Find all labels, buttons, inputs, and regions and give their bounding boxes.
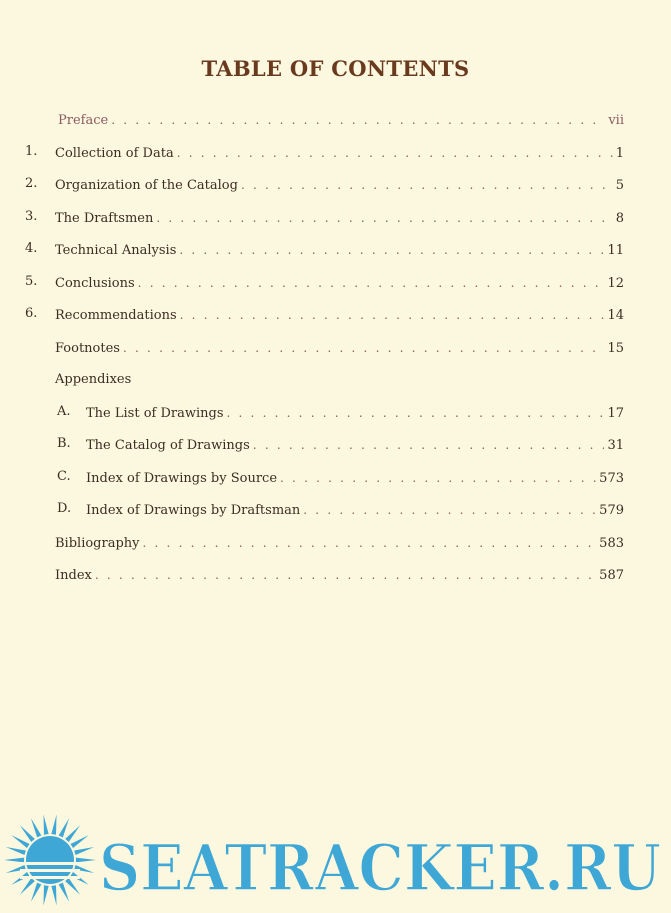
dot-leader bbox=[179, 241, 604, 259]
sun-ray bbox=[74, 847, 94, 855]
toc-entry-label: Technical Analysis bbox=[55, 243, 177, 258]
dot-leader bbox=[280, 469, 596, 487]
appendixes-heading: Appendixes bbox=[55, 372, 132, 387]
toc-entry-page: 8 bbox=[615, 211, 624, 226]
dot-leader bbox=[95, 566, 596, 584]
toc-entry-number: 3. bbox=[25, 209, 38, 224]
sun-ray bbox=[59, 883, 69, 902]
toc-entry-number: 1. bbox=[25, 144, 38, 159]
toc-entry-conclusions[interactable] bbox=[55, 274, 624, 292]
toc-entry-label: Preface bbox=[58, 113, 109, 128]
toc-entry-label: Index of Drawings by Source bbox=[86, 471, 278, 486]
sun-ray bbox=[76, 858, 96, 863]
sun-ray bbox=[51, 885, 56, 905]
toc-entry-organization-of-catalog[interactable] bbox=[55, 176, 624, 194]
toc-entry-label: Index bbox=[55, 568, 92, 583]
dot-leader bbox=[180, 306, 605, 324]
toc-entry-page: 12 bbox=[607, 276, 624, 291]
sun-ray bbox=[71, 835, 89, 848]
toc-entry-label: Collection of Data bbox=[55, 146, 174, 161]
toc-entry-label: The Draftsmen bbox=[55, 211, 154, 226]
dot-leader bbox=[253, 436, 605, 454]
toc-entry-page: 5 bbox=[615, 178, 624, 193]
toc-entry-bibliography[interactable] bbox=[55, 534, 624, 552]
toc-entry-draftsmen[interactable] bbox=[55, 209, 624, 227]
dot-leader bbox=[123, 339, 604, 357]
toc-entry-page: 31 bbox=[607, 438, 624, 453]
toc-entry-label: The Catalog of Drawings bbox=[86, 438, 250, 453]
dot-leader bbox=[227, 404, 605, 422]
toc-entry-index[interactable] bbox=[55, 566, 624, 584]
toc-entry-number: 5. bbox=[25, 274, 38, 289]
sun-ray bbox=[51, 814, 56, 834]
watermark-logo bbox=[0, 800, 671, 913]
toc-entry-appendix-a[interactable] bbox=[86, 404, 624, 422]
toc-entry-number: 2. bbox=[25, 176, 38, 191]
toc-entry-page: 583 bbox=[599, 536, 624, 551]
sun-ray bbox=[43, 885, 48, 905]
toc-entry-preface[interactable] bbox=[58, 111, 624, 129]
toc-entry-page: 14 bbox=[607, 308, 624, 323]
toc-entry-footnotes[interactable] bbox=[55, 339, 624, 357]
sun-ray bbox=[11, 835, 29, 848]
dot-leader bbox=[138, 274, 605, 292]
sun-ray bbox=[59, 818, 69, 837]
dot-leader bbox=[156, 209, 612, 227]
dot-leader bbox=[143, 534, 597, 552]
toc-entry-appendix-b[interactable] bbox=[86, 436, 624, 454]
toc-entry-label: Recommendations bbox=[55, 308, 177, 323]
sun-ray bbox=[65, 825, 80, 842]
toc-entry-label: Bibliography bbox=[55, 536, 140, 551]
appendix-letter: B. bbox=[57, 436, 71, 451]
toc-entry-label: Conclusions bbox=[55, 276, 135, 291]
toc-entry-appendix-d[interactable] bbox=[86, 501, 624, 519]
toc-entry-page: 17 bbox=[607, 406, 624, 421]
toc-entry-page: vii bbox=[608, 113, 624, 128]
page-title: TABLE OF CONTENTS bbox=[201, 56, 470, 81]
sun-ray bbox=[65, 878, 80, 895]
sun-ray bbox=[6, 847, 26, 855]
sun-ray bbox=[20, 878, 35, 895]
toc-entry-label: Footnotes bbox=[55, 341, 120, 356]
toc-entry-number: 6. bbox=[25, 306, 38, 321]
toc-entry-page: 587 bbox=[599, 568, 624, 583]
toc-entry-number: 4. bbox=[25, 241, 38, 256]
appendix-letter: A. bbox=[57, 404, 71, 419]
sun-ray bbox=[31, 883, 41, 902]
toc-entry-label: Index of Drawings by Draftsman bbox=[86, 503, 301, 518]
toc-entry-page: 573 bbox=[599, 471, 624, 486]
toc-entry-page: 1 bbox=[615, 146, 624, 161]
toc-entry-page: 15 bbox=[607, 341, 624, 356]
sun-ray bbox=[31, 818, 41, 837]
sunburst-icon bbox=[4, 814, 96, 905]
toc-entry-collection-of-data[interactable] bbox=[55, 144, 624, 162]
toc-entry-appendix-c[interactable] bbox=[86, 469, 624, 487]
sun-ray bbox=[4, 858, 24, 863]
dot-leader bbox=[241, 176, 613, 194]
sun-ray bbox=[43, 814, 48, 834]
toc-entry-page: 11 bbox=[607, 243, 624, 258]
toc-entry-technical-analysis[interactable] bbox=[55, 241, 624, 259]
appendix-letter: C. bbox=[57, 469, 71, 484]
dot-leader bbox=[177, 144, 613, 162]
sun-ray bbox=[20, 825, 35, 842]
toc-entry-label: The List of Drawings bbox=[86, 406, 224, 421]
toc-entry-recommendations[interactable] bbox=[55, 306, 624, 324]
toc-entry-label: Organization of the Catalog bbox=[55, 178, 238, 193]
appendix-letter: D. bbox=[57, 501, 72, 516]
toc-entry-page: 579 bbox=[599, 503, 624, 518]
dot-leader bbox=[303, 501, 596, 519]
dot-leader bbox=[111, 111, 605, 129]
watermark-text: SEATRACKER.RU bbox=[99, 831, 661, 906]
